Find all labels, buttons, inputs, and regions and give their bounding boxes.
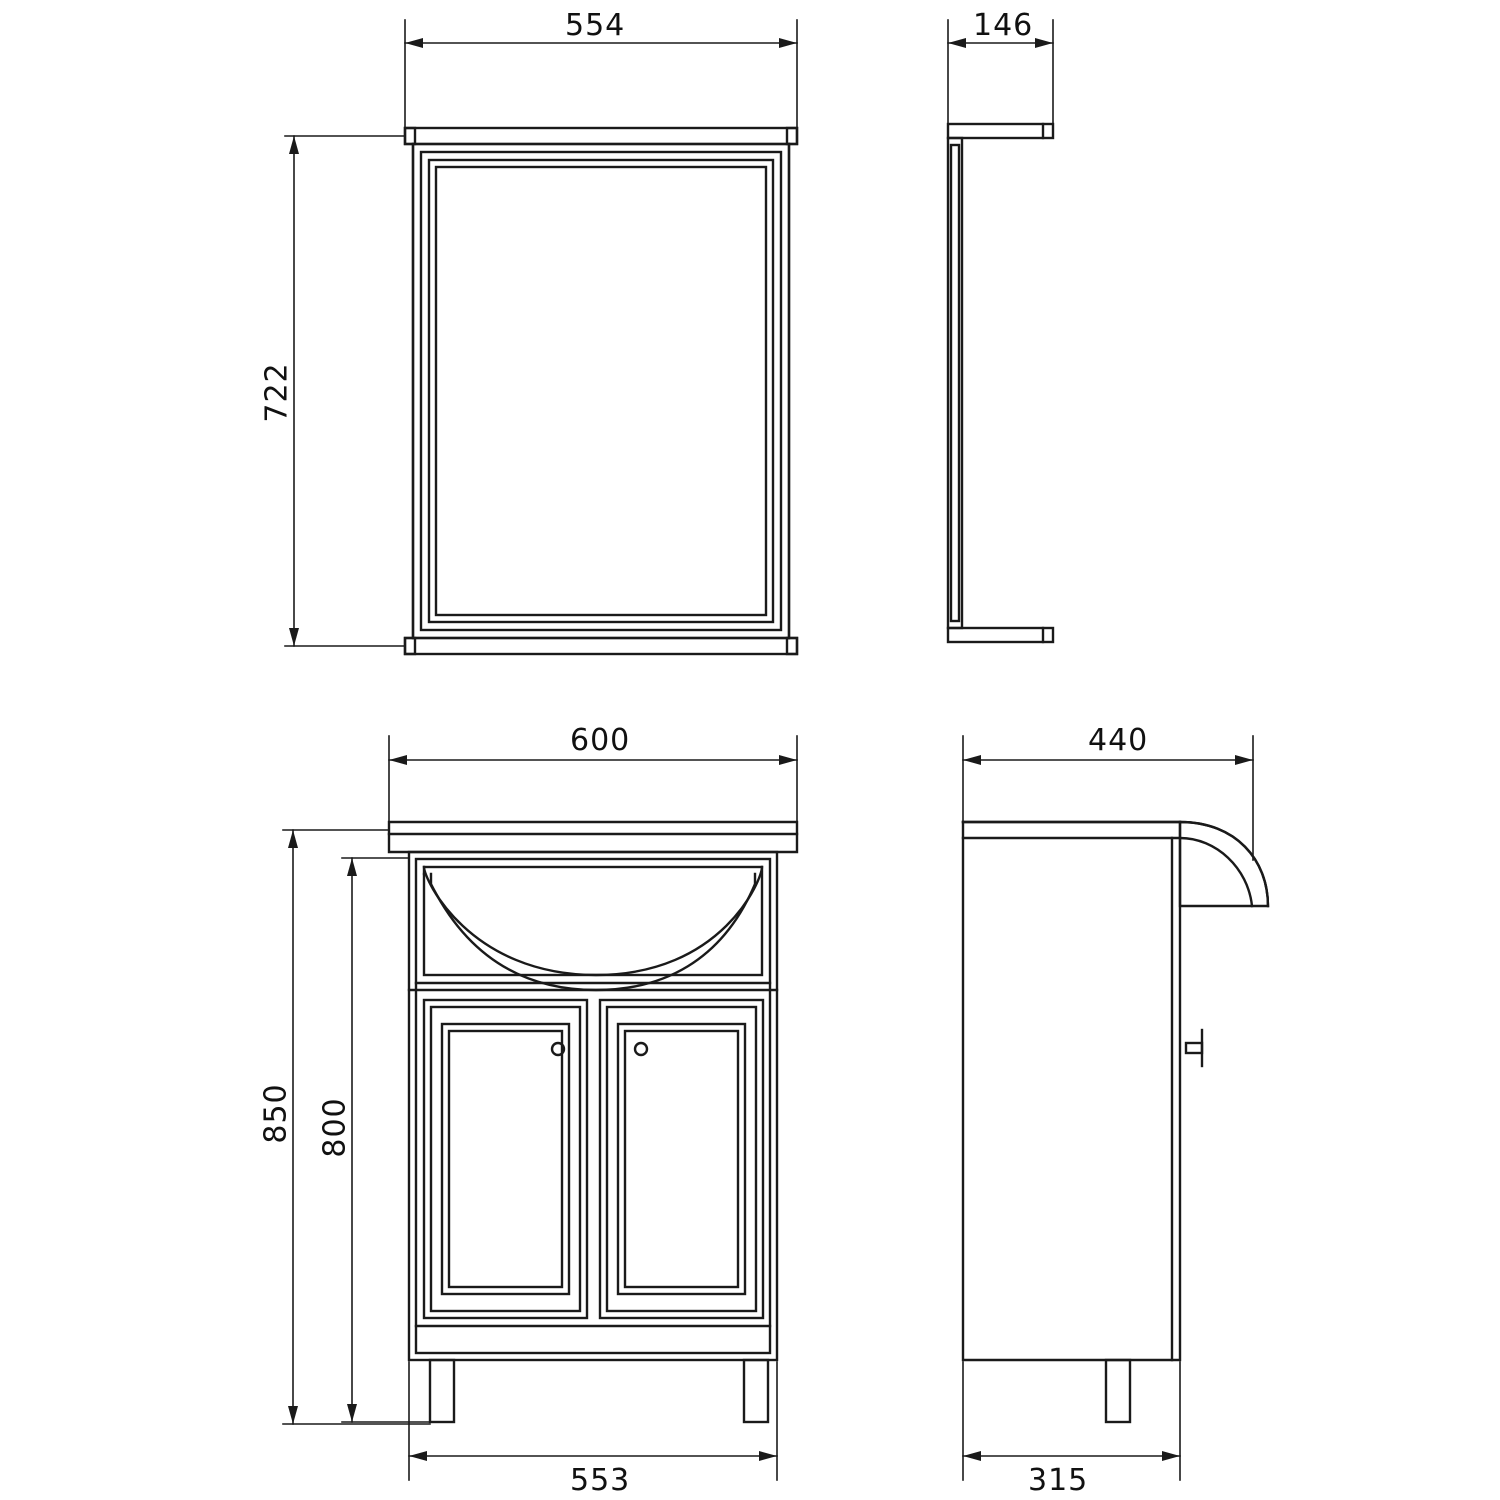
dim-label-body-width: 553 xyxy=(570,1463,631,1498)
cabinet-front-view xyxy=(389,822,797,1422)
cabinet-side-view xyxy=(963,822,1268,1422)
mirror-side-view xyxy=(948,124,1053,642)
dim-label-mirror-depth: 146 xyxy=(973,8,1034,43)
dim-label-mirror-height: 722 xyxy=(259,362,295,423)
dim-label-mirror-width: 554 xyxy=(565,8,626,43)
dim-label-countertop-width: 600 xyxy=(570,723,631,758)
dim-mirror-height xyxy=(285,136,405,646)
dim-label-body-height: 800 xyxy=(317,1097,353,1158)
dim-label-body-depth: 315 xyxy=(1028,1463,1089,1498)
dim-label-countertop-depth: 440 xyxy=(1088,723,1149,758)
mirror-front-view xyxy=(405,128,797,654)
dim-label-total-height: 850 xyxy=(258,1083,294,1144)
